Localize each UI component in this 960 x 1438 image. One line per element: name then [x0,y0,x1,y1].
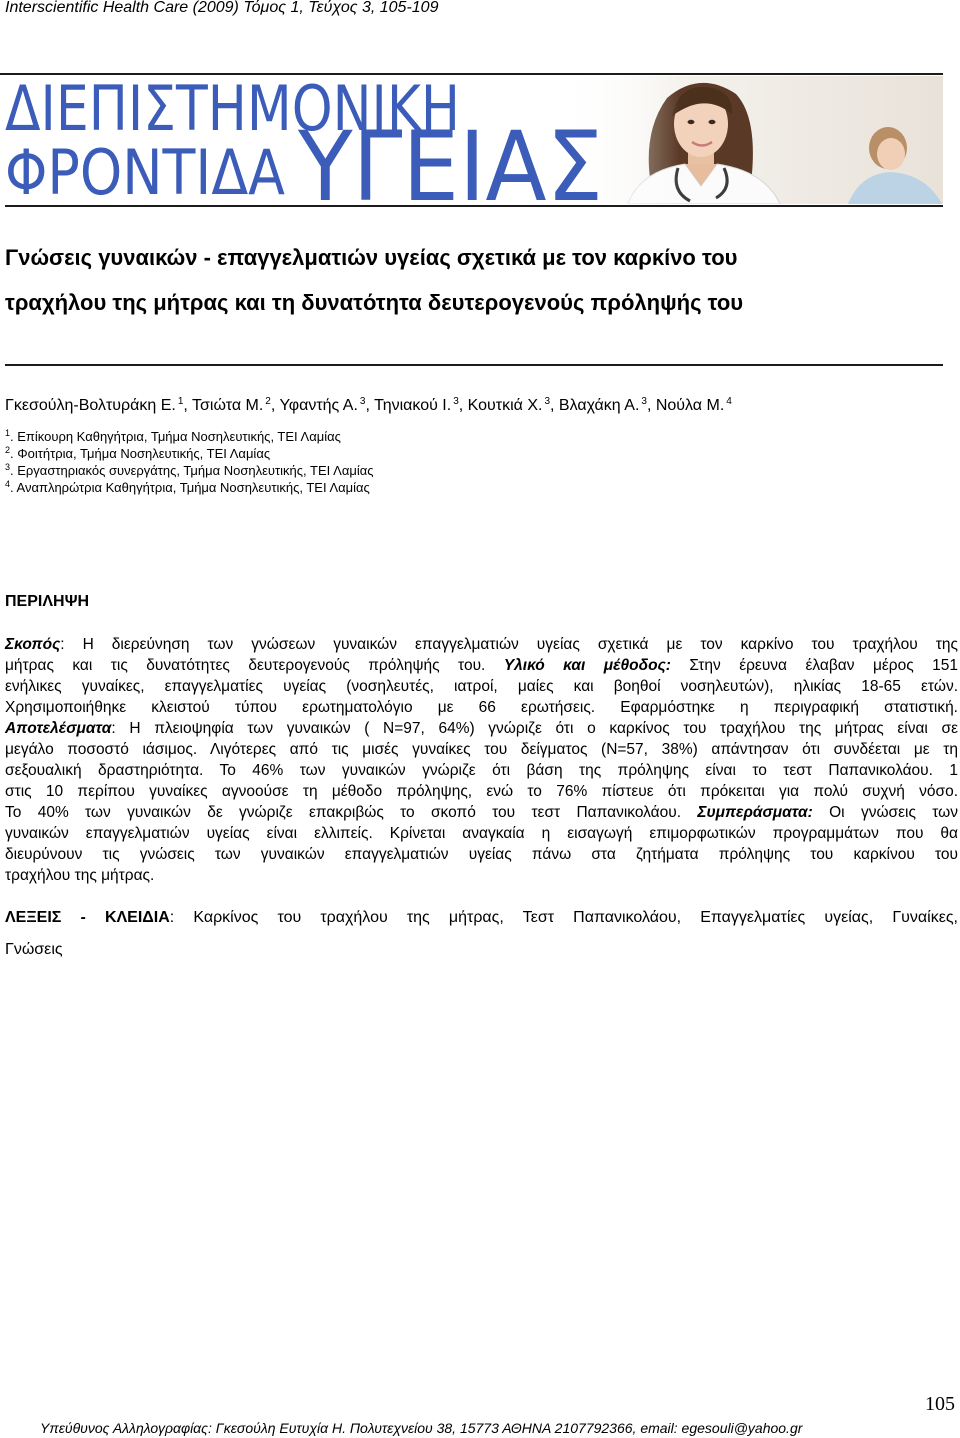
abstract-text: Οι γνώσεις των [812,804,958,821]
correspondence-footer: Υπεύθυνος Αλληλογραφίας: Γκεσούλη Ευτυχία Η. Πολυτεχνείου 38, 15773 ΑΘΗΝΑ 2107792366, email: egesouli@yahoo.gr [40,1420,803,1436]
header-photo [555,76,943,204]
abstract-line [5,802,958,823]
author-affiliation-mark: 3 [359,396,366,407]
author-affiliation-mark: 3 [453,396,459,407]
author-name: Υφαντής Α. [279,397,358,414]
doctor-eye-left [688,120,695,124]
logo-line-3: ΥΓΕΙΑΣ [297,111,603,204]
logo-line-1: ΔΙΕΠΙΣΤΗΜΟΝΙΚΗ [5,76,460,145]
author-name: Τσιώτα Μ. [192,397,264,414]
affiliation-number: 3 [5,462,11,472]
affiliation-item [5,428,374,445]
abstract-heading: ΠΕΡΙΛΗΨΗ [5,593,90,610]
affiliation-item [5,445,374,462]
author-separator: , [270,397,280,414]
results-label: Αποτελέσματα [5,720,112,737]
abstract-line [5,865,958,886]
abstract-line [5,844,958,865]
author-name: Νούλα Μ. [655,397,725,414]
abstract-line [5,739,958,760]
author-name: Κουτκιά Χ. [467,397,543,414]
doctor-eye-right [709,120,716,124]
abstract-body [5,634,958,886]
abstract-line [5,781,958,802]
author-affiliation-mark: 3 [641,396,647,407]
abstract-line [5,634,958,655]
abstract-line [5,760,958,781]
abstract-text: Στην έρευνα έλαβαν μέρος 151 [670,657,959,674]
abstract-text: : Η πλειοψηφία των γυναικών ( Ν=97, 64%) γνώριζε ότι ο καρκίνος του τραχήλου της μήτρας είναι σε [111,720,958,737]
patient-face [877,138,905,170]
author-affiliation-mark: 1 [177,396,184,407]
affiliation-number: 1 [5,428,11,438]
abstract-text: ενήλικες γυναίκες, επαγγελματίες υγείας (νοσηλευτές, ιατροί, μαίες και βοηθοί νοσηλευτών), ηλικίας 18-65 ετών. [5,678,958,695]
author-affiliation-mark: 3 [544,396,551,407]
conclusions-label: Συμπεράσματα: [697,804,813,821]
journal-citation: Interscientific Health Care (2009) Τόμος 1, Τεύχος 3, 105-109 [5,0,439,16]
abstract-text: τραχήλου της μήτρας. [5,867,155,884]
keywords-text: Γνώσεις [5,941,63,958]
author-separator: , [365,397,375,414]
abstract-text: Το 40% των γυναικών δε γνώριζε επακριβώς το σκοπό του τεστ Παπανικολάου. [5,804,698,821]
author-separator: , [183,397,193,414]
banner-bottom-rule [5,205,943,207]
abstract-text: μήτρας και τις δυνατότητες δευτερογενούς πρόληψής του. [5,657,504,674]
journal-logo [5,76,603,204]
affiliation-text: . Αναπληρώτρια Καθηγήτρια, Τμήμα Νοσηλευτικής, ΤΕΙ Λαμίας [10,480,370,495]
journal-banner [0,76,960,204]
abstract-line [5,718,958,739]
author-separator: , [550,397,559,414]
abstract-line [5,655,958,676]
affiliation-item [5,479,374,496]
keywords-line [5,902,958,934]
author-name: Γκεσούλη-Βολτυράκη Ε. [5,397,176,414]
abstract-text: στις 10 περίπου γυναίκες αγνοούσε τη μέθοδο πρόληψης, ενώ το 76% πίστευε ότι πρόκειται για πολύ συχνή νόσο. [5,783,958,800]
affiliation-list [5,428,374,496]
affiliation-text: . Εργαστηριακός συνεργάτης, Τμήμα Νοσηλευτικής, ΤΕΙ Λαμίας [10,463,374,478]
affiliation-text: . Φοιτήτρια, Τμήμα Νοσηλευτικής, ΤΕΙ Λαμίας [10,446,271,461]
author-list [5,396,732,416]
author-name: Τηνιακού Ι. [374,397,452,414]
abstract-line [5,676,958,697]
author-separator: , [458,397,468,414]
methods-label: Υλικό και μέθοδος: [503,657,671,674]
author-affiliation-mark: 2 [265,396,271,407]
article-title-line-1: Γνώσεις γυναικών - επαγγελματιών υγείας σχετικά με τον καρκίνο του [5,245,738,270]
banner-top-rule [0,73,943,75]
abstract-text: διευρύνουν τις γνώσεις των γυναικών επαγγελματιών υγείας πάνω στα ζητήματα πρόληψης του καρκίνου του [5,846,958,863]
abstract-line [5,823,958,844]
article-title-line-2: τραχήλου της μήτρας και τη δυνατότητα δευτερογενούς πρόληψής του [5,290,744,315]
title-bottom-rule [5,364,943,366]
keywords-line [5,934,958,966]
keywords-text: : Καρκίνος του τραχήλου της μήτρας, Τεστ Παπανικολάου, Επαγγελματίες υγείας, Γυναίκες, [169,909,958,926]
abstract-text: : Η διερεύνηση των γνώσεων γυναικών επαγγελματιών υγείας σχετικά με τον καρκίνο του τραχήλου της [60,636,958,653]
abstract-text: σεξουαλική δραστηριότητα. Το 46% των γυναικών γνώριζε ότι βάση της πρόληψης είναι το τεστ Παπανικολάου. 1 [5,762,958,779]
aim-label: Σκοπός [5,636,61,653]
logo-line-2: ΦΡΟΝΤΙΔΑ [5,136,285,204]
abstract-line [5,697,958,718]
author-affiliation-mark: 4 [726,396,732,407]
abstract-text: Χρησιμοποιήθηκε κλειστού τύπου ερωτηματολόγιο με 66 ερωτήσεις. Εφαρμόστηκε η περιγραφική στατιστική. [5,699,958,716]
affiliation-number: 2 [5,445,11,455]
affiliation-number: 4 [5,479,11,489]
keywords-label: ΛΕΞΕΙΣ - ΚΛΕΙΔΙΑ [5,909,170,926]
affiliation-item [5,462,374,479]
author-separator: , [646,397,656,414]
author-name: Βλαχάκη Α. [558,397,640,414]
abstract-text: γυναικών επαγγελματιών υγείας είναι ελλιπείς. Κρίνεται αναγκαία η εισαγωγή επιμορφωτικών προγραμμάτων που θα [5,825,958,842]
keywords-block [5,902,958,966]
affiliation-text: . Επίκουρη Καθηγήτρια, Τμήμα Νοσηλευτικής, ΤΕΙ Λαμίας [10,429,341,444]
abstract-text: μεγάλο ποσοστό ιάσιμος. Λιγότερες από τις μισές γυναίκες του δείγματος (Ν=57, 38%) απάντησαν ότι συνδέεται με τη [5,741,958,758]
page-number: 105 [925,1393,955,1415]
